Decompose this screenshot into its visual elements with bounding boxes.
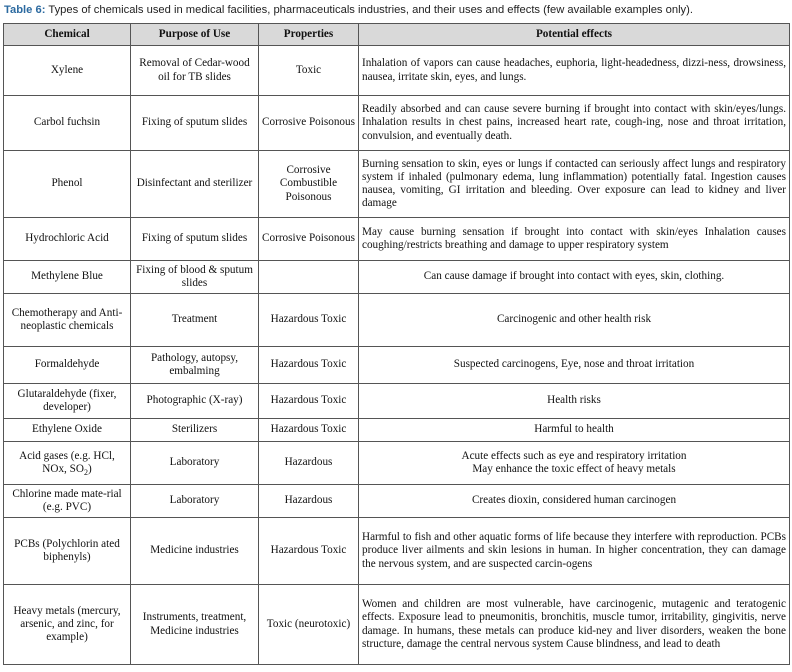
cell-effects: Readily absorbed and can cause severe burning if brought into contact with skin/eyes/lungs. Inhalation results in chest pains, increased heart rate, cough-ing, nose and throat irritation, convulsion, and eventually death. xyxy=(359,96,790,151)
cell-properties: Corrosive Poisonous xyxy=(259,218,359,261)
cell-purpose: Removal of Cedar-wood oil for TB slides xyxy=(131,46,259,96)
cell-chemical: Heavy metals (mercury, arsenic, and zinc, for example) xyxy=(4,585,131,665)
cell-chemical-line2-end: ) xyxy=(87,463,92,475)
cell-purpose: Disinfectant and sterilizer xyxy=(131,151,259,218)
cell-purpose: Medicine industries xyxy=(131,518,259,585)
cell-chemical: Hydrochloric Acid xyxy=(4,218,131,261)
table-caption-text: Types of chemicals used in medical facilities, pharmaceuticals industries, and their uses and effects (few available examples only). xyxy=(45,4,693,16)
cell-effects: Can cause damage if brought into contact with eyes, skin, clothing. xyxy=(359,261,790,294)
table-caption xyxy=(4,2,790,18)
cell-purpose: Pathology, autopsy, embalming xyxy=(131,347,259,384)
cell-effects: Creates dioxin, considered human carcinogen xyxy=(359,485,790,518)
cell-effects: Burning sensation to skin, eyes or lungs if contacted can seriously affect lungs and respiratory system if inhaled (pulmonary edema, lung inflammation) potentially fatal. Ingestion causes nausea, vomiting, GI irritation and bleeding. Over exposure can lead to kidney and liver damage xyxy=(359,151,790,218)
cell-effects-line1: Acute effects such as eye and respiratory irritation xyxy=(461,449,687,462)
table-row xyxy=(4,347,790,384)
cell-purpose: Treatment xyxy=(131,294,259,347)
table-row xyxy=(4,96,790,151)
table-row xyxy=(4,518,790,585)
cell-effects: Harmful to fish and other aquatic forms of life because they interfere with reproduction. PCBs produce liver ailments and skin lesions in human. In higher concentration, they can damage the nervous system, and are suspected carcin-ogens xyxy=(359,518,790,585)
table-row xyxy=(4,585,790,665)
cell-chemical: Methylene Blue xyxy=(4,261,131,294)
cell-purpose: Laboratory xyxy=(131,485,259,518)
table-row xyxy=(4,419,790,442)
table-row xyxy=(4,218,790,261)
cell-properties: Hazardous Toxic xyxy=(259,518,359,585)
cell-purpose: Sterilizers xyxy=(131,419,259,442)
cell-purpose: Fixing of sputum slides xyxy=(131,218,259,261)
table-row xyxy=(4,384,790,419)
table-row xyxy=(4,442,790,485)
header-effects: Potential effects xyxy=(359,24,790,46)
cell-chemical: Chemotherapy and Anti-neoplastic chemicals xyxy=(4,294,131,347)
cell-effects-line2: May enhance the toxic effect of heavy metals xyxy=(472,463,676,475)
cell-effects: Harmful to health xyxy=(359,419,790,442)
cell-properties: Corrosive Combustible Poisonous xyxy=(259,151,359,218)
cell-purpose: Fixing of blood & sputum slides xyxy=(131,261,259,294)
cell-purpose: Laboratory xyxy=(131,442,259,485)
cell-effects: Health risks xyxy=(359,384,790,419)
cell-purpose: Instruments, treatment, Medicine industries xyxy=(131,585,259,665)
cell-properties: Hazardous Toxic xyxy=(259,347,359,384)
cell-purpose: Photographic (X-ray) xyxy=(131,384,259,419)
table-header-row xyxy=(4,24,790,46)
cell-chemical-line1: Acid gases (e.g. HCl, xyxy=(19,449,115,462)
cell-effects xyxy=(359,442,790,485)
header-properties: Properties xyxy=(259,24,359,46)
cell-chemical: Ethylene Oxide xyxy=(4,419,131,442)
cell-properties: Hazardous xyxy=(259,485,359,518)
cell-effects: Women and children are most vulnerable, have carcinogenic, mutagenic and teratogenic effects. Exposure lead to pneumonitis, bronchitis, muscle tumor, irritability, gingivitis, nerve damage. In humans, these metals can produce kid-ney and liver disorders, weaken the bone structure, damage the central nervous system Cause blindness, and lead to death xyxy=(359,585,790,665)
cell-properties: Hazardous Toxic xyxy=(259,384,359,419)
cell-properties: Toxic (neurotoxic) xyxy=(259,585,359,665)
header-chemical: Chemical xyxy=(4,24,131,46)
cell-properties: Hazardous Toxic xyxy=(259,419,359,442)
cell-effects: Inhalation of vapors can cause headaches, euphoria, light-headedness, dizzi-ness, drowsiness, nausea, irritate skin, eyes, and lungs. xyxy=(359,46,790,96)
cell-chemical: Glutaraldehyde (fixer, developer) xyxy=(4,384,131,419)
cell-chemical: Xylene xyxy=(4,46,131,96)
cell-properties: Hazardous Toxic xyxy=(259,294,359,347)
cell-effects: May cause burning sensation if brought into contact with skin/eyes Inhalation causes coughing/restricts breathing and damage to upper respiratory system xyxy=(359,218,790,261)
cell-chemical: Phenol xyxy=(4,151,131,218)
table-row xyxy=(4,261,790,294)
cell-properties: Hazardous xyxy=(259,442,359,485)
cell-properties: Toxic xyxy=(259,46,359,96)
chemicals-table xyxy=(3,23,790,665)
table-caption-label: Table 6: xyxy=(4,4,46,16)
table-row xyxy=(4,151,790,218)
table-row xyxy=(4,485,790,518)
cell-properties xyxy=(259,261,359,294)
cell-chemical: Formaldehyde xyxy=(4,347,131,384)
cell-effects: Carcinogenic and other health risk xyxy=(359,294,790,347)
cell-chemical: Chlorine made mate-rial (e.g. PVC) xyxy=(4,485,131,518)
cell-effects: Suspected carcinogens, Eye, nose and throat irritation xyxy=(359,347,790,384)
cell-chemical: PCBs (Polychlorin ated biphenyls) xyxy=(4,518,131,585)
table-row xyxy=(4,294,790,347)
cell-chemical-line2: NOx, SO xyxy=(42,463,84,475)
cell-purpose: Fixing of sputum slides xyxy=(131,96,259,151)
cell-chemical: Carbol fuchsin xyxy=(4,96,131,151)
table-row xyxy=(4,46,790,96)
cell-properties: Corrosive Poisonous xyxy=(259,96,359,151)
subscript-2: 2 xyxy=(83,468,88,478)
cell-chemical xyxy=(4,442,131,485)
header-purpose: Purpose of Use xyxy=(131,24,259,46)
